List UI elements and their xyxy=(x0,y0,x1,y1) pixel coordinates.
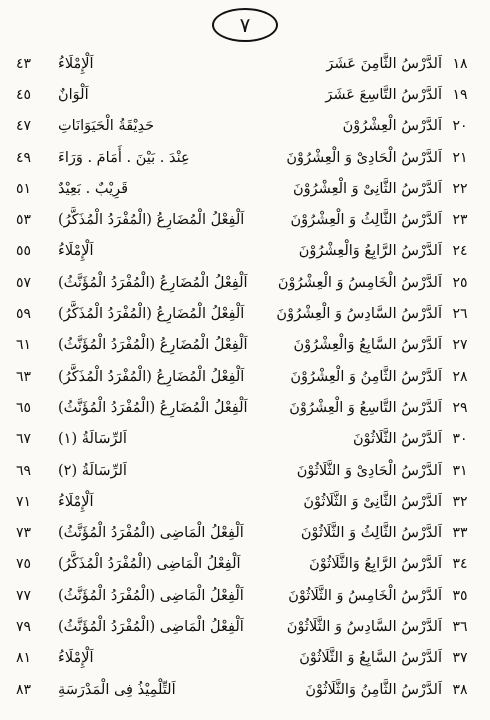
toc-row xyxy=(16,424,478,455)
lesson-number: ٢٢ xyxy=(452,180,468,197)
toc-row xyxy=(16,330,478,361)
lesson-topic: اَلْإِمْلَاءُ xyxy=(58,55,94,72)
page-reference: ٦٥ xyxy=(16,399,32,416)
lesson-number: ٣٥ xyxy=(452,587,468,604)
toc-row xyxy=(16,674,478,705)
lesson-number: ٢٣ xyxy=(452,212,468,229)
page-reference: ٧٩ xyxy=(16,618,32,635)
lesson-topic: حَدِيْقَةُ الْحَيَوَانَاتِ xyxy=(58,118,155,135)
toc-row xyxy=(16,549,478,580)
lesson-title: اَلدَّرْسُ التَّاسِعُ وَ الْعِشْرُوْنَ xyxy=(289,399,442,416)
lesson-topic: اَلْفِعْلُ الْمَاضِی (الْمُفْرَدُ الْمُذَكَّرُ) xyxy=(58,556,241,573)
page-reference: ٧٥ xyxy=(16,556,32,573)
lesson-topic: اَلْفِعْلُ الْمُضَارِعُ (الْمُفْرَدُ الْمُؤَنَّثُ) xyxy=(58,399,248,416)
toc-row xyxy=(16,142,478,173)
lesson-number: ٣١ xyxy=(452,462,468,479)
page-reference: ٤٣ xyxy=(16,55,32,72)
toc-row xyxy=(16,455,478,486)
lesson-topic: عِنْدَ . بَيْنَ . أَمَامَ . وَرَاءَ xyxy=(58,149,190,166)
page-reference: ٤٥ xyxy=(16,86,32,103)
page-number: ٧ xyxy=(212,8,278,42)
lesson-number: ٢٦ xyxy=(452,306,468,323)
lesson-topic: اَلْفِعْلُ الْمَاضِی (الْمُفْرَدُ الْمُؤَنَّثُ) xyxy=(58,587,244,604)
lesson-number: ٣٢ xyxy=(452,493,468,510)
page-reference: ٥٧ xyxy=(16,274,32,291)
page-reference: ٥٣ xyxy=(16,212,32,229)
lesson-number: ٢٩ xyxy=(452,399,468,416)
lesson-topic: اَلْفِعْلُ الْمُضَارِعُ (الْمُفْرَدُ الْمُؤَنَّثُ) xyxy=(58,337,248,354)
lesson-title: اَلدَّرْسُ الثَّلَاثُوْنَ xyxy=(352,431,442,448)
lesson-number: ٣٤ xyxy=(452,556,468,573)
lesson-topic: اَلْفِعْلُ الْمُضَارِعُ (الْمُفْرَدُ الْمُذَكَّرُ) xyxy=(58,368,245,385)
lesson-title: اَلدَّرْسُ الثَّامِنُ وَالثَّلَاثُوْنَ xyxy=(305,681,442,698)
lesson-topic: اَلْإِمْلَاءُ xyxy=(58,493,94,510)
page-reference: ٤٧ xyxy=(16,118,32,135)
page-reference: ٤٩ xyxy=(16,149,32,166)
toc-row xyxy=(16,517,478,548)
page-reference: ٥٥ xyxy=(16,243,32,260)
toc-row xyxy=(16,486,478,517)
page-number-container xyxy=(0,8,490,42)
lesson-title: اَلدَّرْسُ التَّاسِعَ عَشَرَ xyxy=(325,86,442,103)
lesson-title: اَلدَّرْسُ السَّادِسُ وَ الْعِشْرُوْنَ xyxy=(276,306,442,323)
page-reference: ٧٣ xyxy=(16,525,32,542)
lesson-title: اَلدَّرْسُ الْحَادِیْ وَ الثَّلَاثُوْنَ xyxy=(296,462,442,479)
lesson-topic: اَلْفِعْلُ الْمَاضِی (الْمُفْرَدُ الْمُؤَنَّثُ) xyxy=(58,618,244,635)
lesson-title: اَلدَّرْسُ الْحَادِیْ وَ الْعِشْرُوْنَ xyxy=(286,149,442,166)
lesson-topic: اَلْفِعْلُ الْمُضَارِعُ (الْمُفْرَدُ الْمُذَكَّرُ) xyxy=(58,212,245,229)
page-reference: ٦٧ xyxy=(16,431,32,448)
toc-row xyxy=(16,173,478,204)
lesson-number: ٢٤ xyxy=(452,243,468,260)
lesson-number: ٢٨ xyxy=(452,368,468,385)
lesson-title: اَلدَّرْسُ الْعِشْرُوْنَ xyxy=(342,118,442,135)
lesson-title: اَلدَّرْسُ الثَّالِثُ وَ الثَّلَاثُوْنَ xyxy=(300,525,442,542)
lesson-topic: اَلْإِمْلَاءُ xyxy=(58,243,94,260)
lesson-title: اَلدَّرْسُ الثَّامِنَ عَشَرَ xyxy=(326,55,442,72)
toc-row xyxy=(16,580,478,611)
lesson-number: ١٩ xyxy=(452,86,468,103)
toc-row xyxy=(16,204,478,235)
toc-row xyxy=(16,267,478,298)
lesson-topic: اَلتِّلْمِيْذُ فِی الْمَدْرَسَةِ xyxy=(58,681,176,698)
lesson-number: ٢١ xyxy=(452,149,468,166)
lesson-number: ٣٨ xyxy=(452,681,468,698)
toc-row xyxy=(16,643,478,674)
lesson-number: ١٨ xyxy=(452,55,468,72)
page-reference: ٦١ xyxy=(16,337,32,354)
page-reference: ٧٧ xyxy=(16,587,32,604)
lesson-topic: اَلْإِمْلَاءُ xyxy=(58,650,94,667)
lesson-topic: قَرِيْبٌ . بَعِيْدٌ xyxy=(58,180,129,197)
lesson-topic: اَلْفِعْلُ الْمُضَارِعُ (الْمُفْرَدُ الْمُؤَنَّثُ) xyxy=(58,274,248,291)
lesson-topic: اَلْفِعْلُ الْمُضَارِعُ (الْمُفْرَدُ الْمُذَكَّرُ) xyxy=(58,306,245,323)
lesson-number: ٢٠ xyxy=(452,118,468,135)
lesson-number: ٣٦ xyxy=(452,618,468,635)
page-reference: ٥١ xyxy=(16,180,32,197)
toc-row xyxy=(16,361,478,392)
lesson-title: اَلدَّرْسُ الْخَامِسُ وَ الْعِشْرُوْنَ xyxy=(277,274,442,291)
toc-row xyxy=(16,48,478,79)
lesson-title: اَلدَّرْسُ الثَّانِیْ وَ الثَّلَاثُوْنَ xyxy=(303,493,442,510)
toc-row xyxy=(16,111,478,142)
toc-row xyxy=(16,236,478,267)
lesson-title: اَلدَّرْسُ السَّابِعُ وَالْعِشْرُوْنَ xyxy=(293,337,442,354)
lesson-title: اَلدَّرْسُ الثَّامِنُ وَ الْعِشْرُوْنَ xyxy=(290,368,442,385)
lesson-number: ٣٧ xyxy=(452,650,468,667)
toc-row xyxy=(16,79,478,110)
lesson-title: اَلدَّرْسُ السَّابِعُ وَ الثَّلَاثُوْنَ xyxy=(299,650,442,667)
toc-row xyxy=(16,392,478,423)
lesson-title: اَلدَّرْسُ الرَّابِعُ وَالثَّلَاثُوْنَ xyxy=(309,556,442,573)
lesson-title: اَلدَّرْسُ الثَّالِثُ وَ الْعِشْرُوْنَ xyxy=(290,212,442,229)
table-of-contents xyxy=(16,48,478,705)
lesson-number: ٣٠ xyxy=(452,431,468,448)
lesson-number: ٢٥ xyxy=(452,274,468,291)
page-reference: ٦٩ xyxy=(16,462,32,479)
page-reference: ٦٣ xyxy=(16,368,32,385)
lesson-topic: اَلرِّسَالَةُ (١) xyxy=(58,431,127,448)
page-reference: ٧١ xyxy=(16,493,32,510)
lesson-topic: اَلرِّسَالَةُ (٢) xyxy=(58,462,127,479)
page-reference: ٨٣ xyxy=(16,681,32,698)
lesson-topic: اَلْفِعْلُ الْمَاضِی (الْمُفْرَدُ الْمُؤَنَّثُ) xyxy=(58,525,244,542)
lesson-title: اَلدَّرْسُ الرَّابِعُ وَالْعِشْرُوْنَ xyxy=(298,243,442,260)
page-reference: ٨١ xyxy=(16,650,32,667)
lesson-number: ٢٧ xyxy=(452,337,468,354)
lesson-topic: اَلْوَانٌ xyxy=(58,86,89,103)
toc-row xyxy=(16,611,478,642)
lesson-title: اَلدَّرْسُ السَّادِسُ وَ الثَّلَاثُوْنَ xyxy=(286,618,442,635)
lesson-title: اَلدَّرْسُ الْخَامِسُ وَ الثَّلَاثُوْنَ xyxy=(288,587,442,604)
page-reference: ٥٩ xyxy=(16,306,32,323)
lesson-title: اَلدَّرْسُ الثَّانِیْ وَ الْعِشْرُوْنَ xyxy=(293,180,442,197)
toc-row xyxy=(16,298,478,329)
lesson-number: ٣٣ xyxy=(452,525,468,542)
